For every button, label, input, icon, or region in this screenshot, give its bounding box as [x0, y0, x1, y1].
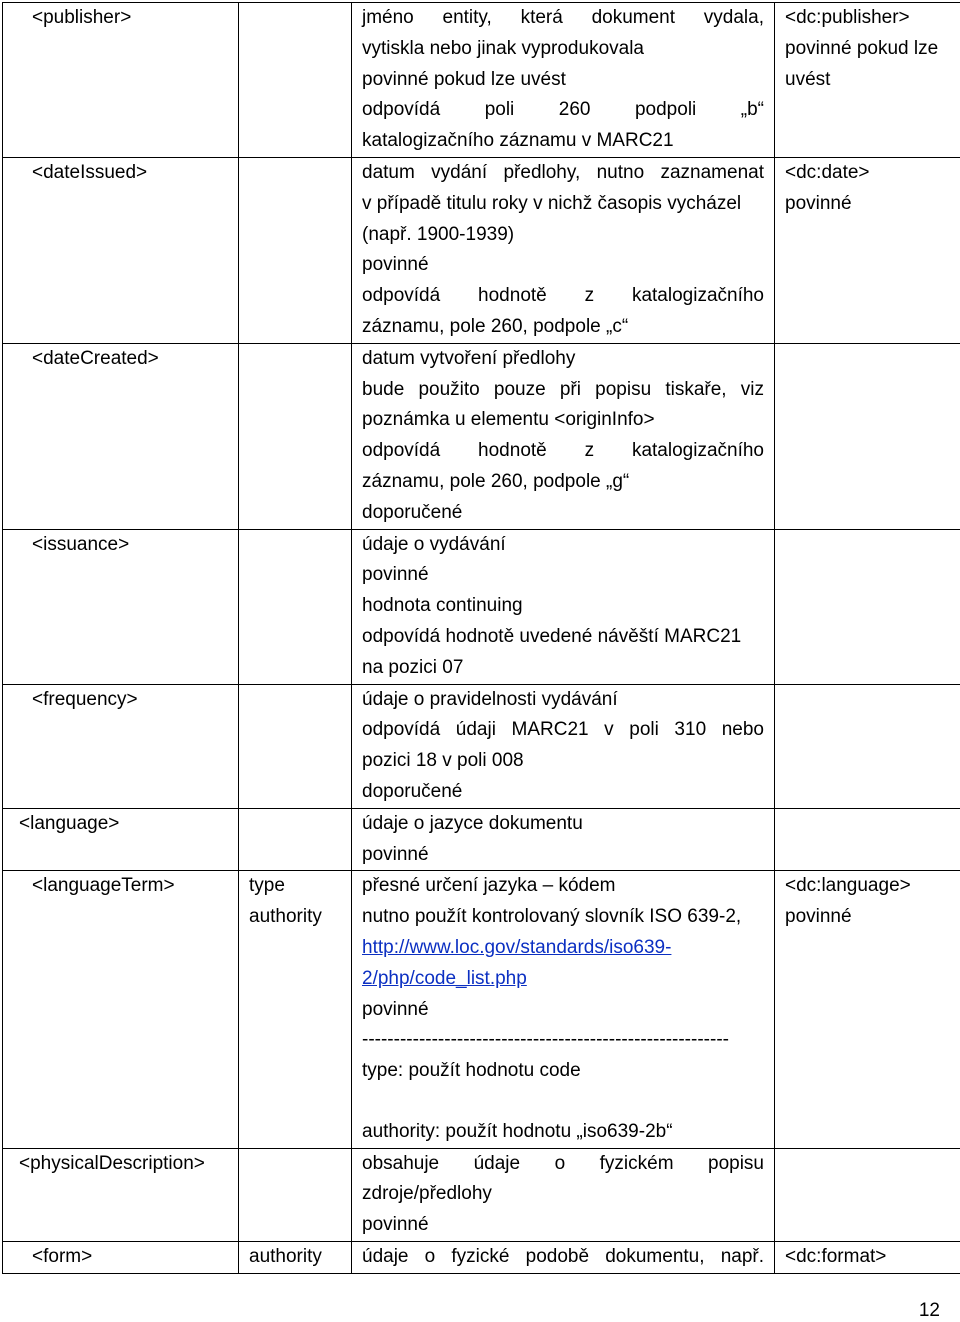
element-cell: [3, 871, 239, 1148]
element-name: <publisher>: [32, 7, 132, 28]
description-line: údaje o jazyce dokumentu: [362, 812, 583, 834]
element-name: <physicalDescription>: [19, 1152, 205, 1174]
dc-line: povinné pokud lze: [785, 37, 939, 59]
description-line: odpovídá hodnotě z katalogizačního: [362, 440, 764, 462]
dublin-core-cell: [775, 157, 960, 343]
description-line: údaje o fyzické podobě dokumentu, např.: [362, 1246, 764, 1268]
description-cell: [352, 529, 775, 684]
element-name: <language>: [19, 812, 120, 834]
description-line: povinné: [362, 843, 429, 865]
dublin-core-cell: [775, 871, 960, 1148]
description-line: doporučené: [362, 501, 463, 523]
attribute-cell: [239, 3, 352, 158]
dc-line: povinné: [785, 906, 852, 928]
element-cell: [3, 3, 239, 158]
element-cell: [3, 1242, 239, 1274]
description-cell: [352, 808, 775, 871]
description-line: povinné: [362, 254, 429, 276]
description-cell: [352, 871, 775, 1148]
table-row: [3, 808, 960, 871]
description-line: datum vydání předlohy, nutno zaznamenat: [362, 161, 764, 183]
description-cell: [352, 684, 775, 808]
description-line: datum vytvoření předlohy: [362, 347, 576, 369]
description-line: authority: použít hodnotu „iso639-2b“: [362, 1120, 673, 1142]
attribute-authority: authority: [249, 1246, 322, 1268]
table-row: [3, 3, 960, 158]
element-cell: [3, 1148, 239, 1241]
description-line: hodnota continuing: [362, 595, 523, 617]
attribute-cell: [239, 343, 352, 529]
page-number: 12: [918, 1300, 940, 1321]
table-row: [3, 684, 960, 808]
description-cell: [352, 3, 775, 158]
description-line: zdroje/předlohy: [362, 1183, 492, 1205]
description-cell: [352, 157, 775, 343]
description-line: odpovídá hodnotě z katalogizačního: [362, 285, 764, 307]
blank-line: [362, 1087, 764, 1117]
description-line: přesné určení jazyka – kódem: [362, 875, 616, 897]
description-line: vytiskla nebo jinak vyprodukovala: [362, 37, 644, 59]
attribute-type: type: [249, 875, 285, 897]
table-row: [3, 1148, 960, 1241]
dc-line: <dc:date>: [785, 161, 870, 183]
dc-line: <dc:language>: [785, 875, 911, 897]
element-cell: [3, 343, 239, 529]
table-row: [3, 871, 960, 1148]
dublin-core-cell: [775, 343, 960, 529]
attribute-cell: [239, 1242, 352, 1274]
description-line: odpovídá poli 260 podpoli „b“: [362, 99, 764, 121]
dc-line: <dc:format>: [785, 1246, 887, 1268]
attribute-cell: [239, 1148, 352, 1241]
description-line: katalogizačního záznamu v MARC21: [362, 130, 674, 152]
description-line: (např. 1900-1939): [362, 223, 515, 245]
dc-line: <dc:publisher>: [785, 7, 910, 28]
dublin-core-cell: [775, 808, 960, 871]
iso639-link[interactable]: http://www.loc.gov/standards/iso639-: [362, 936, 672, 958]
description-line: povinné pokud lze uvést: [362, 68, 566, 90]
dublin-core-cell: [775, 1242, 960, 1274]
description-line: povinné: [362, 1214, 429, 1236]
description-line: odpovídá hodnotě uvedené návěští MARC21: [362, 625, 742, 647]
description-line: obsahuje údaje o fyzickém popisu: [362, 1152, 764, 1174]
description-line: poznámka u elementu <originInfo>: [362, 409, 655, 431]
table-row: [3, 157, 960, 343]
attribute-cell: [239, 684, 352, 808]
attribute-cell: [239, 529, 352, 684]
description-line: záznamu, pole 260, podpole „c“: [362, 315, 629, 337]
description-cell: [352, 343, 775, 529]
iso639-link[interactable]: 2/php/code_list.php: [362, 967, 527, 989]
dublin-core-cell: [775, 684, 960, 808]
description-cell: [352, 1242, 775, 1274]
separator-line: ----------------------------------------------------------: [362, 1029, 729, 1051]
dc-line: uvést: [785, 68, 831, 90]
element-name: <dateIssued>: [32, 161, 148, 183]
element-cell: [3, 529, 239, 684]
mods-mapping-table: [2, 2, 960, 1274]
description-line: bude použito pouze při popisu tiskaře, viz: [362, 378, 764, 400]
table-row: [3, 1242, 960, 1274]
description-line: údaje o vydávání: [362, 533, 506, 555]
attribute-cell: [239, 808, 352, 871]
element-name: <frequency>: [32, 688, 138, 710]
table-row: [3, 529, 960, 684]
element-cell: [3, 157, 239, 343]
description-line: v případě titulu roky v nichž časopis vycházel: [362, 192, 742, 214]
description-line: povinné: [362, 564, 429, 586]
element-name: <form>: [32, 1246, 93, 1268]
element-cell: [3, 808, 239, 871]
description-line: type: použít hodnotu code: [362, 1060, 581, 1082]
attribute-cell: [239, 157, 352, 343]
dublin-core-cell: [775, 529, 960, 684]
dublin-core-cell: [775, 1148, 960, 1241]
description-line: nutno použít kontrolovaný slovník ISO 639-2,: [362, 906, 742, 928]
attribute-authority: authority: [249, 906, 322, 928]
description-line: jméno entity, která dokument vydala,: [362, 7, 764, 28]
description-line: pozici 18 v poli 008: [362, 750, 524, 772]
description-line: odpovídá údaji MARC21 v poli 310 nebo: [362, 719, 764, 741]
description-cell: [352, 1148, 775, 1241]
description-line: údaje o pravidelnosti vydávání: [362, 688, 618, 710]
description-line: na pozici 07: [362, 656, 464, 678]
attribute-cell: [239, 871, 352, 1148]
element-name: <issuance>: [32, 533, 130, 555]
element-name: <dateCreated>: [32, 347, 159, 369]
table-row: [3, 343, 960, 529]
description-line: záznamu, pole 260, podpole „g“: [362, 470, 630, 492]
dc-line: povinné: [785, 192, 852, 214]
element-name: <languageTerm>: [32, 875, 175, 897]
description-line: povinné: [362, 998, 429, 1020]
dublin-core-cell: [775, 3, 960, 158]
element-cell: [3, 684, 239, 808]
description-line: doporučené: [362, 780, 463, 802]
